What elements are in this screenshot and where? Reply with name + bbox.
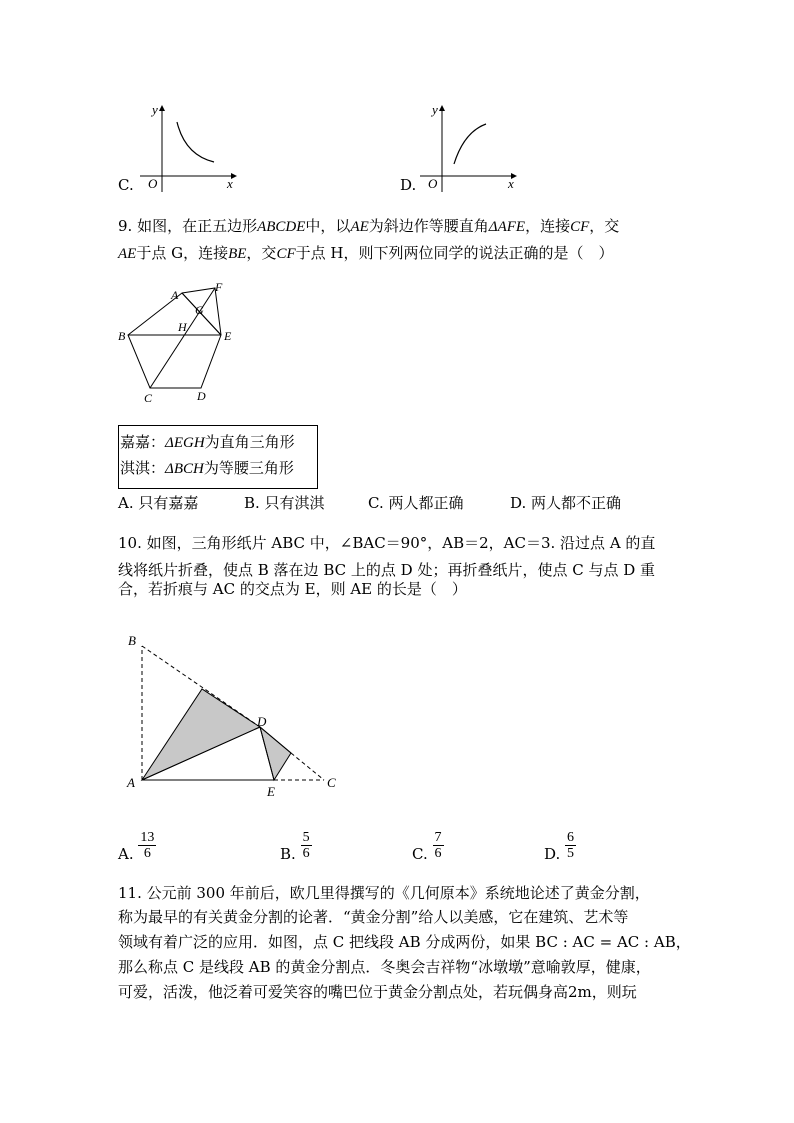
q9-line-2: AE于点 G，连接BE，交CF于点 H，则下列两位同学的说法正确的是（ ）: [118, 244, 614, 262]
q8-option-c-label: C.: [118, 176, 134, 194]
label-f: F: [215, 280, 223, 294]
label-b: B: [128, 633, 136, 648]
option-label: C.: [412, 844, 428, 863]
q9-option-b: B. 只有淇淇: [244, 494, 325, 512]
q10-option-d: [544, 830, 576, 861]
fraction: $\frac{13}{6}$: [140, 830, 155, 861]
x-label: x: [508, 176, 514, 191]
label-d: D: [257, 714, 267, 729]
q11-line-4: 那么称点 C 是线段 AB 的黄金分割点．冬奥会吉祥物“冰墩墩”意喻敦厚，健康，: [118, 958, 651, 976]
q8-option-c-graph: [140, 100, 250, 195]
q11-line-5: 可爱，活泼，他泛着可爱笑容的嘴巴位于黄金分割点处，若玩偶身高2m，则玩: [118, 983, 637, 1001]
curve: [177, 122, 214, 162]
label-b: B: [118, 329, 126, 343]
q10-line-2: 线将纸片折叠，使点 B 落在边 BC 上的点 D 处；再折叠纸片，使点 C 与点 D 重: [118, 561, 656, 579]
segment-cf: [150, 288, 215, 388]
q10-line-3: 合，若折痕与 AC 的交点为 E，则 AE 的长是（ ）: [118, 580, 467, 598]
label-e: E: [224, 329, 232, 343]
fraction: $\frac{5}{6}$: [302, 830, 310, 861]
q9-option-a: A. 只有嘉嘉: [118, 494, 199, 512]
q9-option-c: C. 两人都正确: [368, 494, 464, 512]
curve: [454, 124, 486, 164]
q11-line-2: 称为最早的有关黄金分割的论著．“黄金分割”给人以美感，它在建筑、艺术等: [118, 908, 629, 926]
label-c: C: [144, 391, 153, 405]
label-c: C: [327, 775, 336, 790]
label-d: D: [197, 389, 206, 403]
origin-label: O: [428, 176, 438, 191]
segment-c-dashed: [291, 753, 324, 780]
option-label: B.: [280, 844, 296, 863]
label-a: A: [127, 775, 135, 790]
q8-option-d-label: D.: [400, 176, 417, 194]
x-label: x: [227, 176, 233, 191]
q9-opinion-box: [118, 425, 318, 489]
q9-jiajia-line: 嘉嘉：ΔEGH为直角三角形: [120, 433, 295, 451]
q9-qiqi-line: 淇淇：ΔBCH为等腰三角形: [120, 459, 294, 477]
y-label: y: [152, 102, 158, 117]
fraction: $\frac{7}{6}$: [434, 830, 442, 861]
option-label: D.: [544, 844, 561, 863]
label-e: E: [267, 784, 275, 799]
shaded-triangle-dec: [260, 727, 291, 780]
fraction: $\frac{6}{5}$: [567, 830, 575, 861]
label-h: H: [178, 320, 187, 334]
q11-line-3: 领域有着广泛的应用．如图，点 C 把线段 AB 分成两份，如果 BC : AC = AC : AB，: [118, 933, 691, 951]
q9-pentagon-figure: [115, 280, 245, 405]
label-a: A: [171, 288, 179, 302]
q10-line-1: 10. 如图，三角形纸片 ABC 中，∠BAC＝90°，AB＝2，AC＝3. 沿过点 A 的直: [118, 534, 656, 552]
option-label: A.: [118, 844, 134, 863]
q8-option-d-graph: [420, 100, 530, 195]
pentagon: [128, 293, 221, 388]
y-label: y: [432, 102, 438, 117]
q9-line-1: 9. 如图，在正五边形ABCDE中，以AE为斜边作等腰直角ΔAFE，连接CF，交: [118, 217, 620, 235]
q11-line-1: 11. 公元前 300 年前后，欧几里得撰写的《几何原本》系统地论述了黄金分割，: [118, 884, 650, 902]
q10-option-a: [118, 830, 156, 861]
origin-label: O: [148, 176, 158, 191]
q10-option-b: [280, 830, 312, 861]
label-g: G: [195, 303, 204, 317]
q9-option-d: D. 两人都不正确: [510, 494, 622, 512]
q10-triangle-figure: [120, 628, 350, 803]
q10-option-c: [412, 830, 444, 861]
